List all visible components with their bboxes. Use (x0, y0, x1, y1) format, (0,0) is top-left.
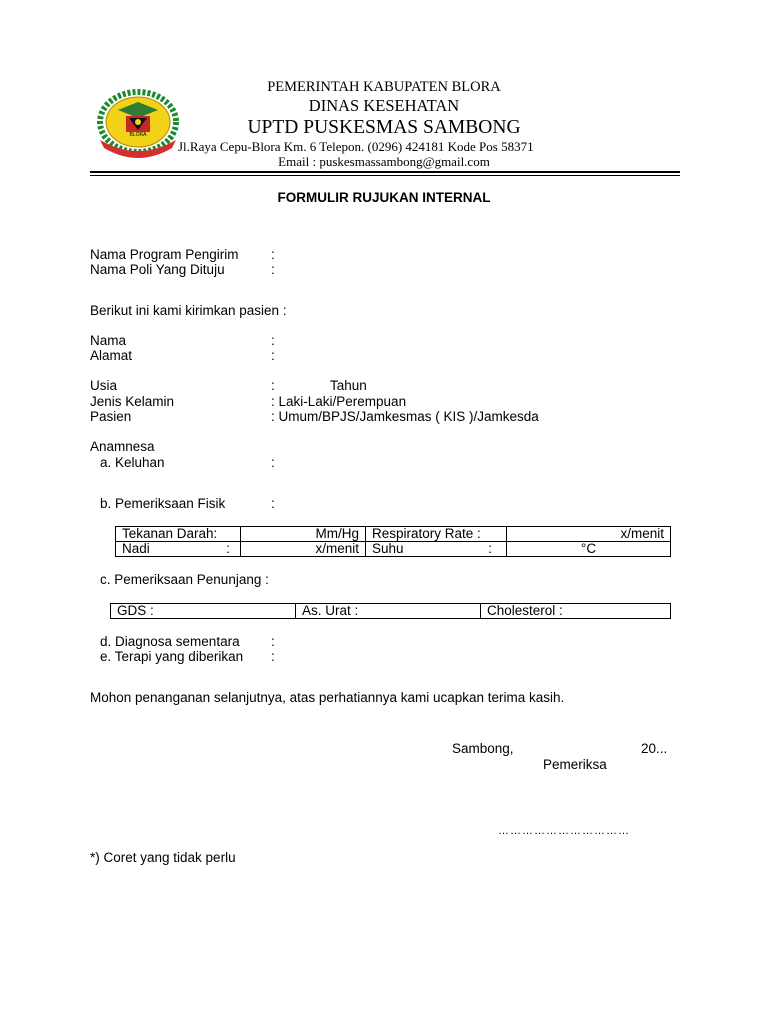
vitals-cell: °C (507, 542, 671, 557)
alamat-label: Alamat (90, 348, 133, 363)
header-rule-thick (90, 171, 680, 173)
keluhan-colon: : (271, 455, 275, 470)
header-department: DINAS KESEHATAN (308, 96, 460, 115)
vitals-cell-colon: : (226, 541, 230, 556)
table-row (111, 604, 671, 619)
vitals-table (115, 526, 671, 557)
header-rule-thin (90, 175, 680, 176)
header-email: Email : puskesmassambong@gmail.com (278, 154, 490, 169)
lab-cell: Cholesterol : (481, 604, 671, 619)
fisik-label: b. Pemeriksaan Fisik (100, 496, 226, 511)
vitals-cell: x/menit (507, 527, 671, 542)
vitals-cell (116, 542, 241, 557)
anamnesa-heading: Anamnesa (90, 439, 155, 454)
header-government: PEMERINTAH KABUPATEN BLORA (267, 79, 501, 95)
vitals-cell (366, 542, 507, 557)
signature-year: 20... (641, 741, 668, 756)
usia-colon: : (271, 378, 275, 393)
intro-text: Berikut ini kami kirimkan pasien : (90, 303, 287, 318)
vitals-cell: Mm/Hg (241, 527, 366, 542)
keluhan-label: a. Keluhan (100, 455, 165, 470)
diagnosa-colon: : (271, 634, 275, 649)
pasien-value: : Umum/BPJS/Jamkesmas ( KIS )/Jamkesda (271, 409, 539, 424)
lab-cell: GDS : (111, 604, 296, 619)
jk-value: : Laki-Laki/Perempuan (271, 394, 407, 409)
svg-text:BLORA: BLORA (129, 132, 147, 138)
program-label: Nama Program Pengirim (90, 247, 239, 262)
header-institution: UPTD PUSKESMAS SAMBONG (247, 117, 521, 138)
terapi-label: e. Terapi yang diberikan (100, 649, 244, 664)
usia-label: Usia (90, 378, 118, 393)
lab-cell: As. Urat : (296, 604, 481, 619)
closing-text: Mohon penanganan selanjutnya, atas perhatiannya kami ucapkan terima kasih. (90, 690, 565, 705)
poli-label: Nama Poli Yang Dituju (90, 262, 225, 277)
header-address: Jl.Raya Cepu-Blora Km. 6 Telepon. (0296) 424181 Kode Pos 58371 (178, 139, 534, 154)
vitals-cell-label: Nadi (122, 541, 150, 556)
jk-label: Jenis Kelamin (90, 394, 175, 409)
vitals-cell: x/menit (241, 542, 366, 557)
signature-dots: …………………………… (498, 825, 630, 837)
vitals-cell: Tekanan Darah: (116, 527, 241, 542)
poli-colon: : (271, 262, 275, 277)
pasien-label: Pasien (90, 409, 132, 424)
vitals-cell-label: Suhu (372, 541, 404, 556)
vitals-cell-colon: : (488, 541, 492, 556)
vitals-cell: Respiratory Rate : (366, 527, 507, 542)
table-row (116, 542, 671, 557)
table-row (116, 527, 671, 542)
lab-table (110, 603, 671, 619)
signature-role: Pemeriksa (543, 757, 607, 772)
form-title: FORMULIR RUJUKAN INTERNAL (277, 190, 491, 205)
terapi-colon: : (271, 649, 275, 664)
usia-unit: Tahun (330, 378, 367, 393)
fisik-colon: : (271, 496, 275, 511)
diagnosa-label: d. Diagnosa sementara (100, 634, 240, 649)
footnote: *) Coret yang tidak perlu (90, 850, 236, 865)
penunjang-label: c. Pemeriksaan Penunjang : (100, 572, 269, 587)
nama-label: Nama (90, 333, 127, 348)
nama-colon: : (271, 333, 275, 348)
signature-place: Sambong, (452, 741, 514, 756)
alamat-colon: : (271, 348, 275, 363)
program-colon: : (271, 247, 275, 262)
